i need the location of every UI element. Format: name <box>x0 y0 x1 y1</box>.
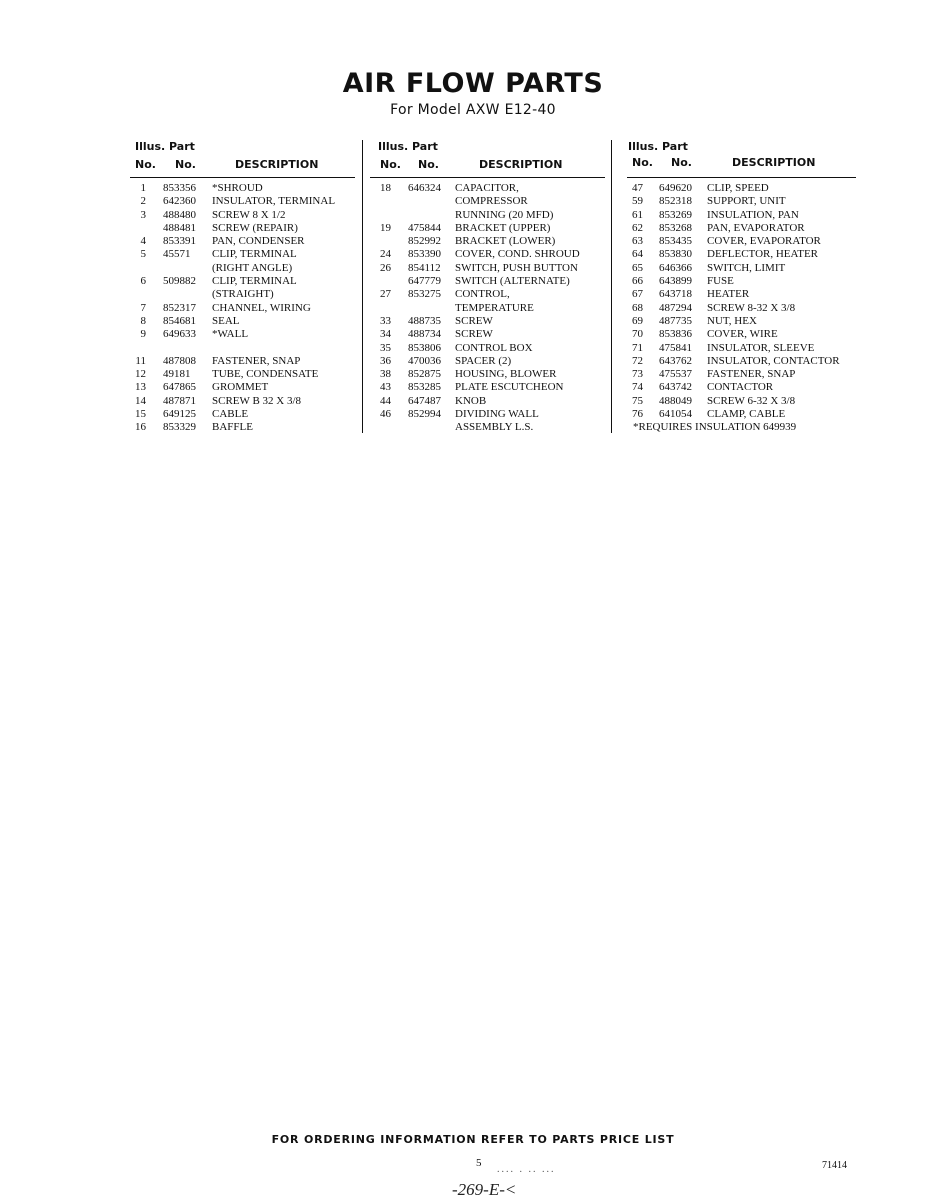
illus-no: 63 <box>632 235 643 248</box>
illus-no: 65 <box>632 261 643 274</box>
header-rule <box>370 177 605 178</box>
part-no: 488735 <box>408 314 441 327</box>
illus-no: 59 <box>632 195 643 208</box>
part-description: DIVIDING WALL <box>455 408 539 421</box>
part-no: 853356 <box>163 182 196 194</box>
part-no: 647779 <box>408 275 441 288</box>
part-no: 852317 <box>163 301 196 314</box>
part-description: FASTENER, SNAP <box>212 354 301 367</box>
part-no: 649620 <box>659 182 692 194</box>
part-no: 853806 <box>408 341 441 354</box>
part-no: 853285 <box>408 381 441 394</box>
illus-no: 8 <box>140 314 146 327</box>
part-description: SUPPORT, UNIT <box>707 195 786 208</box>
part-no: 854112 <box>408 261 441 274</box>
part-description: COVER, EVAPORATOR <box>707 235 821 248</box>
part-description: TEMPERATURE <box>455 301 534 314</box>
part-description: PAN, EVAPORATOR <box>707 221 805 234</box>
part-description: SWITCH (ALTERNATE) <box>455 275 570 288</box>
part-description: CLIP, TERMINAL <box>212 275 297 288</box>
part-no: 487871 <box>163 394 196 407</box>
part-no: 646366 <box>659 261 692 274</box>
part-description: INSULATOR, CONTACTOR <box>707 354 840 367</box>
illus-no: 11 <box>135 354 146 367</box>
illus-no: 38 <box>380 368 391 381</box>
part-no: 49181 <box>163 368 191 381</box>
illus-no: 1 <box>140 182 146 194</box>
illus-no: 67 <box>632 288 643 301</box>
header-part-no: No. <box>175 158 196 171</box>
illus-no: 19 <box>380 221 391 234</box>
illus-no: 72 <box>632 354 643 367</box>
illus-no: 61 <box>632 208 643 221</box>
part-no: 470036 <box>408 354 441 367</box>
part-description: COMPRESSOR <box>455 195 528 208</box>
part-description: PLATE ESCUTCHEON <box>455 381 564 394</box>
part-description: CONTROL, <box>455 288 510 301</box>
part-no: 475537 <box>659 368 692 381</box>
part-no: 853836 <box>659 328 692 341</box>
column-divider <box>362 140 363 433</box>
part-description: INSULATION, PAN <box>707 208 799 221</box>
illus-no: 24 <box>380 248 391 261</box>
part-description: GROMMET <box>212 381 269 394</box>
part-description: CONTACTOR <box>707 381 774 394</box>
illus-no: 46 <box>380 408 391 421</box>
illus-no: 13 <box>135 381 146 394</box>
part-description: CAPACITOR, <box>455 182 519 194</box>
part-description: *WALL <box>212 328 249 341</box>
part-no: 643718 <box>659 288 692 301</box>
part-description: SCREW 8 X 1/2 <box>212 208 286 221</box>
part-description: SCREW 6-32 X 3/8 <box>707 394 796 407</box>
part-no: 487735 <box>659 314 692 327</box>
part-no: 853390 <box>408 248 441 261</box>
column-divider <box>611 140 612 433</box>
illus-no: 5 <box>140 248 146 261</box>
illus-no: 69 <box>632 314 643 327</box>
part-no: 475844 <box>408 221 441 234</box>
document-code: 71414 <box>822 1160 847 1171</box>
part-description: SCREW <box>455 328 493 341</box>
part-no: 854681 <box>163 314 196 327</box>
illus-no: 74 <box>632 381 643 394</box>
header-part-no: No. <box>418 158 439 171</box>
part-description: SWITCH, LIMIT <box>707 261 786 274</box>
part-description: INSULATOR, SLEEVE <box>707 341 815 354</box>
part-no: 853269 <box>659 208 692 221</box>
part-no: 852992 <box>408 235 441 248</box>
illus-no: 18 <box>380 182 391 194</box>
part-no: 643899 <box>659 275 692 288</box>
illus-no: 71 <box>632 341 643 354</box>
part-no: 647865 <box>163 381 196 394</box>
part-description: FASTENER, SNAP <box>707 368 796 381</box>
header-no: No. <box>632 156 653 169</box>
part-no: 649633 <box>163 328 196 341</box>
illus-no: 7 <box>140 301 146 314</box>
illus-no: 15 <box>135 408 146 421</box>
illus-no: 75 <box>632 394 643 407</box>
part-no: 488481 <box>163 221 196 234</box>
part-description: *SHROUD <box>212 182 263 194</box>
illus-no: 73 <box>632 368 643 381</box>
part-description: KNOB <box>455 394 487 407</box>
part-description: CLAMP, CABLE <box>707 408 786 421</box>
part-no: 475841 <box>659 341 692 354</box>
part-no: 853830 <box>659 248 692 261</box>
illus-no: 6 <box>140 275 146 288</box>
part-description: PAN, CONDENSER <box>212 235 305 248</box>
part-description: (RIGHT ANGLE) <box>212 261 293 274</box>
part-description: COVER, WIRE <box>707 328 778 341</box>
part-no: 641054 <box>659 408 692 421</box>
header-description: DESCRIPTION <box>732 156 816 169</box>
part-description: SPACER (2) <box>455 354 512 367</box>
part-no: 45571 <box>163 248 191 261</box>
header-rule <box>130 177 355 178</box>
illus-no: 47 <box>632 182 643 194</box>
part-description: COVER, COND. SHROUD <box>455 248 580 261</box>
part-description: HOUSING, BLOWER <box>455 368 557 381</box>
header-description: DESCRIPTION <box>235 158 319 171</box>
illus-no: 43 <box>380 381 391 394</box>
part-description: SWITCH, PUSH BUTTON <box>455 261 578 274</box>
part-description: HEATER <box>707 288 750 301</box>
part-description: RUNNING (20 MFD) <box>455 208 554 221</box>
part-description: FUSE <box>707 275 734 288</box>
illus-no: 34 <box>380 328 391 341</box>
part-description: SCREW (REPAIR) <box>212 221 298 234</box>
part-description: CHANNEL, WIRING <box>212 301 311 314</box>
part-description: SCREW B 32 X 3/8 <box>212 394 302 407</box>
part-no: 646324 <box>408 182 441 194</box>
part-no: 853268 <box>659 221 692 234</box>
illus-no: 70 <box>632 328 643 341</box>
illus-no: 36 <box>380 354 391 367</box>
part-description: CONTROL BOX <box>455 341 533 354</box>
part-description: BRACKET (LOWER) <box>455 235 556 248</box>
part-description: SEAL <box>212 314 240 327</box>
part-no: 487808 <box>163 354 196 367</box>
part-description: BRACKET (UPPER) <box>455 221 551 234</box>
illus-no: 9 <box>140 328 146 341</box>
illus-no: 3 <box>140 208 146 221</box>
header-description: DESCRIPTION <box>479 158 563 171</box>
part-no: 643742 <box>659 381 692 394</box>
handwritten-note: -269-E-< <box>452 1180 517 1199</box>
part-no: 853275 <box>408 288 441 301</box>
part-no: 853329 <box>163 421 196 434</box>
part-description: SCREW <box>455 314 493 327</box>
part-description: BAFFLE <box>212 421 253 434</box>
part-no: 487294 <box>659 301 692 314</box>
part-description: SCREW 8-32 X 3/8 <box>707 301 796 314</box>
part-no: 853435 <box>659 235 692 248</box>
illus-no: 26 <box>380 261 391 274</box>
separator-marks: .... . .. ... <box>497 1164 556 1175</box>
illus-no: 76 <box>632 408 643 421</box>
illus-no: 35 <box>380 341 391 354</box>
header-part-no: No. <box>671 156 692 169</box>
part-no: 852994 <box>408 408 441 421</box>
model-subtitle: For Model AXW E12-40 <box>390 102 556 118</box>
part-no: 853391 <box>163 235 196 248</box>
part-description: ASSEMBLY L.S. <box>455 421 534 434</box>
illus-no: 27 <box>380 288 391 301</box>
part-description: INSULATOR, TERMINAL <box>212 195 336 208</box>
page-title: AIR FLOW PARTS <box>342 68 604 99</box>
illus-no: 44 <box>380 394 391 407</box>
part-description: CLIP, TERMINAL <box>212 248 297 261</box>
illus-no: 12 <box>135 368 146 381</box>
part-no: 642360 <box>163 195 196 208</box>
ordering-note: FOR ORDERING INFORMATION REFER TO PARTS PRICE LIST <box>271 1133 675 1146</box>
part-description: NUT, HEX <box>707 314 757 327</box>
header-illus-part: Illus. Part <box>628 140 688 153</box>
illus-no: 2 <box>140 195 146 208</box>
illus-no: 66 <box>632 275 643 288</box>
page-number: 5 <box>476 1157 482 1169</box>
part-description: DEFLECTOR, HEATER <box>707 248 819 261</box>
part-no: 643762 <box>659 354 692 367</box>
illus-no: 4 <box>140 235 146 248</box>
header-rule <box>627 177 856 178</box>
illus-no: 16 <box>135 421 146 434</box>
part-no: 509882 <box>163 275 196 288</box>
part-description: *REQUIRES INSULATION 649939 <box>633 421 797 434</box>
part-no: 852318 <box>659 195 692 208</box>
part-no: 488734 <box>408 328 441 341</box>
illus-no: 33 <box>380 314 391 327</box>
part-no: 488049 <box>659 394 692 407</box>
illus-no: 64 <box>632 248 643 261</box>
header-illus-part: Illus. Part <box>135 140 195 153</box>
illus-no: 14 <box>135 394 146 407</box>
part-description: CABLE <box>212 408 249 421</box>
part-no: 647487 <box>408 394 441 407</box>
part-no: 852875 <box>408 368 441 381</box>
header-no: No. <box>380 158 401 171</box>
part-no: 488480 <box>163 208 196 221</box>
illus-no: 68 <box>632 301 643 314</box>
header-illus-part: Illus. Part <box>378 140 438 153</box>
part-description: CLIP, SPEED <box>707 182 769 194</box>
part-no: 649125 <box>163 408 196 421</box>
part-description: TUBE, CONDENSATE <box>212 368 319 381</box>
illus-no: 62 <box>632 221 643 234</box>
part-description: (STRAIGHT) <box>212 288 274 301</box>
header-no: No. <box>135 158 156 171</box>
